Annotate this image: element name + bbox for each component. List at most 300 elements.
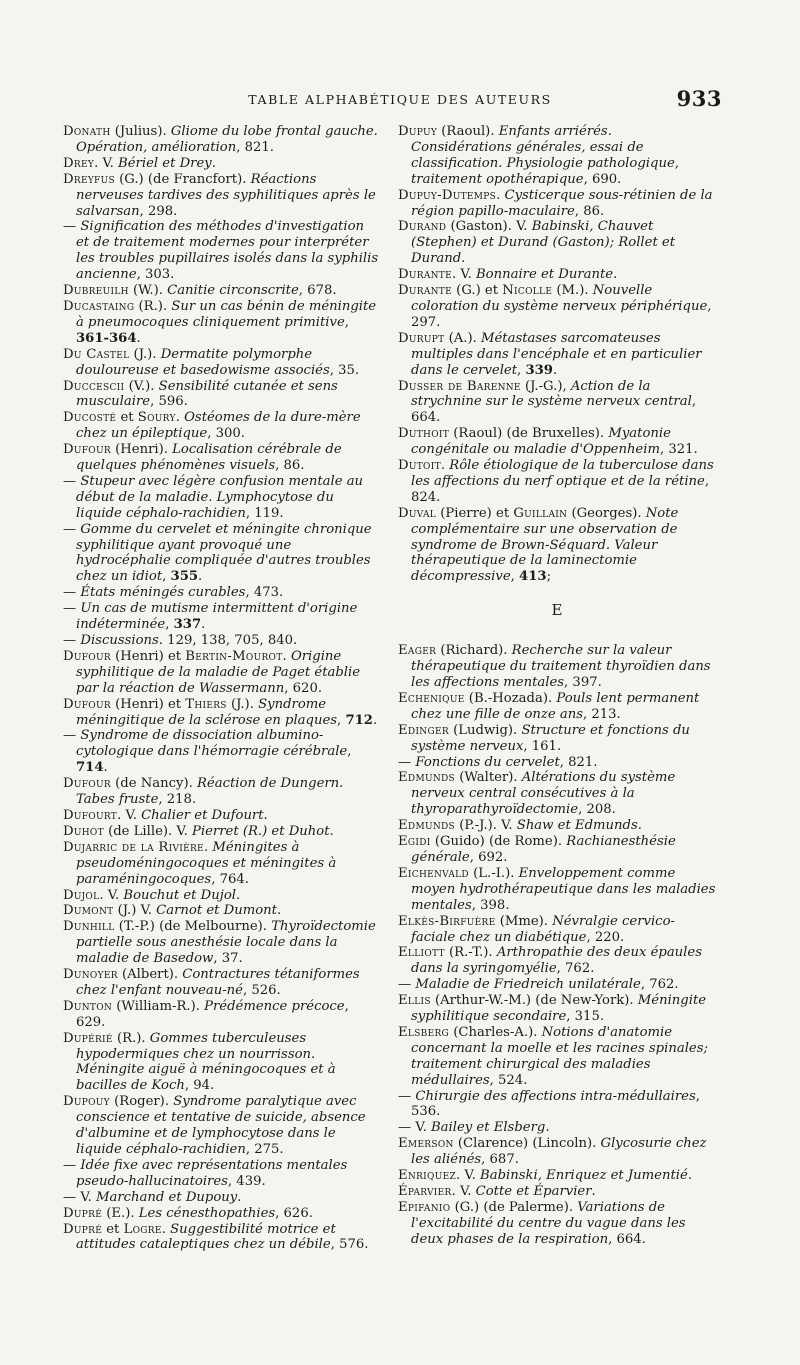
index-entry [63, 1190, 381, 1206]
author-name: Dupuy-Dutemps [398, 187, 497, 203]
index-entry [398, 1184, 716, 1200]
entry-text: (Georges). [567, 505, 646, 521]
entry-title: Contractures tétaniformes chez l'enfant nouveau-né [76, 967, 360, 998]
index-entry [63, 1094, 381, 1158]
author-name: Donath [63, 124, 111, 139]
entry-title: Canitie circonscrite [167, 283, 299, 299]
author-name: Edinger [398, 722, 449, 738]
index-entry [398, 945, 716, 977]
index-entry [63, 1031, 381, 1095]
entry-title: Cotte et Éparvier [475, 1184, 592, 1199]
entry-text: , 161. [523, 738, 562, 754]
entry-title: Syndrome de dissociation albumino-cytologique dans l'hémorragie cérébrale [76, 728, 348, 760]
author-name: Durand [398, 219, 447, 235]
index-entry [63, 840, 381, 888]
index-entry [63, 967, 381, 999]
author-name: Edmunds [398, 770, 455, 786]
author-name: Duthoit [398, 426, 450, 442]
entry-text: — [398, 977, 416, 993]
entry-text: (A.). [444, 330, 481, 346]
entry-title: Suggestibilité motrice et attitudes cataleptiques chez un débile [76, 1221, 336, 1253]
author-name: Logre [123, 1221, 162, 1237]
entry-title: Arthropathie des deux épaules dans la syringomyélie [411, 945, 702, 977]
entry-title: Un cas de mutisme intermittent d'origine indéterminée [76, 601, 358, 633]
entry-text: et [102, 1221, 124, 1237]
author-name: Ducastaing [63, 298, 135, 314]
entry-text: , 664. [411, 394, 697, 426]
entry-text: (J.). [226, 696, 259, 712]
entry-text: — [63, 521, 81, 537]
entry-text: (T.-P.) (de Melbourne). [114, 919, 272, 935]
entry-title: États méningés curables [80, 585, 246, 601]
entry-title: Variations de l'excitabilité du centre du vague dans les deux phases de la respiration [411, 1199, 686, 1247]
entry-title: Pouls lent permanent chez une fille de onze ans [411, 690, 700, 722]
entry-title: Syndrome méningitique de la sclérose en plaques [76, 696, 338, 728]
index-entry [63, 888, 381, 904]
entry-text: (Raoul). [437, 124, 499, 139]
entry-text: . [461, 251, 466, 267]
index-entry [398, 914, 716, 946]
entry-text: . [136, 330, 141, 346]
entry-text: , 208. [578, 802, 616, 818]
entry-title: Babinski, Enriquez et Jumentié [480, 1168, 688, 1184]
entry-text: . [282, 648, 291, 664]
entry-text: , 37. [213, 951, 243, 967]
index-entry [398, 977, 716, 993]
entry-text: (William-R.). [112, 998, 205, 1014]
entry-title: Thyroïdectomie partielle sous anesthésie locale dans la maladie de Basedow [76, 919, 376, 967]
index-entry [63, 299, 381, 347]
index-entry [63, 697, 381, 729]
index-entry [63, 824, 381, 840]
entry-text: . [591, 1184, 596, 1199]
index-entry [63, 1158, 381, 1190]
entry-text: (W.). [128, 283, 168, 299]
entry-text: (Gaston). V. [446, 219, 532, 235]
entry-title: Bériel et Drey [118, 155, 212, 171]
index-entry [63, 808, 381, 824]
author-name: Edmunds [398, 818, 455, 834]
entry-title: Bailey et Elsberg [430, 1120, 546, 1136]
entry-text: (Henri). [110, 442, 173, 458]
entry-text: . [263, 807, 268, 823]
page-number: 933 [676, 86, 722, 111]
index-entry [398, 379, 716, 427]
entry-title: Chirurgie des affections intra-médullaires [415, 1088, 696, 1104]
entry-title: Discussions [80, 633, 159, 648]
author-name: Ellis [398, 993, 431, 1009]
entry-title: Myatonie congénitale ou maladie d'Oppenheim [411, 426, 671, 458]
entry-title: Altérations du système nerveux central consécutives à la thyroparathyroïdectomie [411, 770, 676, 818]
entry-title: Nouvelle coloration du système nerveux périphérique [411, 283, 708, 314]
entry-text: . [552, 362, 558, 378]
entry-title: Carnot et Dumont [156, 903, 277, 919]
index-entry [63, 522, 381, 586]
entry-title: Bouchut et Dujol [123, 887, 236, 903]
entry-text: (R.). [112, 1030, 150, 1046]
entry-title: Notions d'anatomie concernant la moelle et les racines spinales; traitement chirurgical des maladies médullaires [411, 1024, 708, 1088]
page-ref: 337 [173, 617, 202, 633]
author-name: Nicolle [502, 283, 553, 299]
entry-text: . [613, 267, 618, 283]
entry-title: Localisation cérébrale de quelques phénomènes visuels [76, 442, 342, 474]
entry-text: , 275. [245, 1142, 284, 1157]
entry-text: , 629. [76, 998, 349, 1030]
entry-text: — [63, 728, 81, 744]
author-name: Elliott [398, 945, 445, 961]
entry-title: Action de la strychnine sur le système nerveux central [411, 378, 692, 410]
entry-title: Méningite syphilitique secondaire [411, 993, 707, 1025]
index-entry [63, 379, 381, 411]
entry-title: Gommes tuberculeuses hypodermiques chez un nourrisson. Méningite aiguë à méningocoques et à bacilles de Koch [76, 1030, 336, 1094]
index-entry [398, 124, 716, 188]
author-name: Dufour [63, 442, 111, 458]
entry-text: , 397. [564, 675, 602, 690]
author-name: Enriquez [398, 1168, 457, 1184]
entry-text: , 303. [136, 267, 175, 283]
entry-title: Méningites à pseudoméningocoques et méningites à paraméningocoques [76, 839, 337, 887]
entry-text: . [103, 760, 108, 776]
section-letter: E [551, 601, 563, 620]
page-ref: 712 [345, 712, 373, 728]
entry-text: , 35. [329, 362, 360, 378]
entry-title: Enveloppement comme moyen hydrothérapeutique dans les maladies mentales [411, 865, 716, 913]
entry-title: Babinski, Chauvet (Stephen) et Durand (Gaston); Rollet et Durand [411, 219, 676, 267]
entry-title: Dermatite polymorphe douloureuse et basedowisme associés [76, 346, 330, 378]
entry-title: Névralgie cervico-faciale chez un diabétique [411, 913, 675, 945]
entry-title: Chalier et Dufourt [141, 807, 264, 823]
index-entry [63, 156, 381, 172]
entry-text: — [398, 1088, 416, 1104]
entry-text: (B.-Hozada). [464, 690, 557, 706]
index-entry [63, 903, 381, 919]
entry-text: , 664. [608, 1231, 646, 1247]
entry-text: , 762. [556, 961, 595, 977]
entry-text: (de Lille). V. [103, 823, 193, 839]
entry-title: Fonctions du cervelet [415, 754, 560, 770]
author-name: Eichenvald [398, 865, 469, 881]
index-entry [63, 601, 381, 633]
entry-text: . [329, 823, 334, 839]
entry-text: . [637, 818, 642, 834]
index-entry [63, 1206, 381, 1222]
entry-text: , 298. [139, 203, 178, 219]
entry-text: , [344, 314, 349, 330]
entry-text: — [63, 585, 81, 601]
entry-title: Rachianesthésie générale [411, 834, 676, 865]
entry-title: Idée fixe avec représentations mentales pseudo-hallucinatoires [76, 1157, 348, 1189]
author-name: Emerson [398, 1136, 454, 1152]
entry-title: Les cénesthopathies [138, 1205, 276, 1221]
index-entry [398, 331, 716, 379]
entry-text: — [63, 473, 81, 489]
entry-title: Réaction de Dungern. Tabes fruste [76, 776, 344, 808]
entry-title: Syndrome paralytique avec conscience et tentative de suicide, absence d'albumine et de lymphocytose dans le liquide céphalo-rachidien [76, 1094, 366, 1157]
author-name: Duccescii [63, 378, 125, 394]
index-entry [398, 643, 716, 691]
entry-text: . [496, 187, 505, 203]
author-name: Dufour [63, 776, 111, 792]
entry-text: (de Nancy). [110, 776, 197, 792]
author-name: Dupérié [63, 1030, 113, 1046]
entry-text: (L.-I.). [468, 865, 519, 881]
index-entry [63, 649, 381, 697]
index-entry [398, 458, 716, 506]
page-ref: 339 [525, 362, 553, 378]
author-name: Thiers [185, 696, 227, 712]
author-name: Epifanio [398, 1199, 451, 1215]
author-name: Duhot [63, 823, 104, 839]
entry-title: Enfants arriérés. Considérations générales, essai de classification. Physiologie pathologique, traitement opothérapique [411, 124, 679, 187]
entry-text: , [510, 569, 520, 585]
author-name: Dubreuilh [63, 283, 129, 299]
author-name: Elsberg [398, 1024, 450, 1040]
entry-title: Bonnaire et Durante [475, 267, 614, 283]
entry-text: , 473. [245, 585, 284, 601]
index-entry [63, 124, 381, 156]
index-entry [398, 283, 716, 331]
index-entry [398, 723, 716, 755]
index-entry [398, 188, 716, 220]
author-name: Dupré [63, 1205, 103, 1221]
entry-text: , 119. [245, 505, 284, 521]
entry-text: , 86. [574, 203, 605, 219]
entry-text: (G.) (de Francfort). [114, 171, 251, 187]
author-name: Dufourt [63, 807, 118, 823]
index-entry [398, 1025, 716, 1089]
right-column [398, 124, 716, 1248]
page-header [0, 86, 800, 116]
entry-text: (R.). [134, 298, 172, 314]
index-entry [63, 347, 381, 379]
index-entry [398, 818, 716, 834]
entry-text: — [398, 754, 416, 770]
entry-text: , 690. [583, 171, 622, 187]
entry-text: (Albert). [117, 967, 183, 983]
author-name: Dunton [63, 998, 113, 1014]
entry-text: (Charles-A.). [449, 1024, 542, 1040]
author-name: Eager [398, 643, 437, 659]
entry-text: . [237, 1189, 242, 1205]
entry-title: Sur un cas bénin de méningite à pneumocoques cliniquement primitive [76, 298, 377, 330]
author-name: Dujol [63, 887, 100, 903]
index-entry [63, 919, 381, 967]
entry-text: . V. [451, 267, 476, 283]
entry-text: — [63, 633, 81, 648]
page-ref: 714 [76, 760, 104, 776]
entry-text: (J.-G.), [520, 378, 571, 394]
entry-text: (J.) V. [113, 903, 157, 919]
entry-text: (R.-T.). [444, 945, 497, 961]
entry-text: , [165, 617, 174, 633]
entry-text: , 439. [227, 1173, 266, 1189]
entry-text: , 576. [330, 1237, 369, 1253]
author-name: Du Castel [63, 346, 130, 362]
entry-text: , 536. [411, 1088, 700, 1120]
entry-title: Rôle étiologique de la tuberculose dans les affections du nerf optique et de la rétine [411, 458, 714, 489]
index-entry [398, 691, 716, 723]
entry-text: , 300. [207, 426, 245, 442]
entry-text: , 620. [284, 680, 323, 696]
index-entry [398, 1089, 716, 1121]
entry-text: . [175, 410, 185, 426]
entry-text: . [211, 155, 216, 171]
entry-text: . [440, 458, 450, 474]
index-entry [398, 506, 716, 586]
page-ref: 413 [519, 569, 547, 585]
entry-text: (G.) (de Palerme). [450, 1199, 578, 1215]
index-entry [398, 993, 716, 1025]
entry-text: , 821. [236, 139, 274, 155]
author-name: Durupt [398, 330, 445, 346]
entry-title: Glycosurie chez les aliénés [411, 1136, 707, 1168]
author-name: Duval [398, 505, 437, 521]
entry-text: , 297. [411, 298, 712, 330]
index-entry [398, 1200, 716, 1248]
entry-title: Gliome du lobe frontal gauche. Opération, amélioration [76, 124, 378, 155]
author-name: Soury [137, 410, 176, 426]
author-name: Dumont [63, 903, 114, 919]
author-name: Guillain [513, 505, 568, 521]
author-name: Egidi [398, 834, 431, 850]
index-entry [398, 1136, 716, 1168]
entry-text: , 692. [469, 849, 508, 865]
author-name: Éparvier [398, 1184, 452, 1199]
entry-text: — [63, 1157, 81, 1173]
index-entry [398, 755, 716, 771]
entry-text: , 218. [158, 792, 197, 808]
entry-title: Réactions nerveuses tardives des syphilitiques après le salvarsan [76, 171, 376, 219]
entry-text: . [203, 839, 213, 855]
entry-text: (M.). [552, 283, 593, 299]
entry-text: (Ludwig). [448, 722, 522, 738]
entry-text: — [63, 219, 81, 235]
entry-text: (Arthur-W.-M.) (de New-York). [430, 993, 638, 1009]
entry-title: Pierret (R.) et Duhot [192, 823, 330, 839]
index-entry [63, 283, 381, 299]
entry-title: Sensibilité cutanée et sens musculaire [76, 378, 338, 410]
index-entry [63, 999, 381, 1031]
author-name: Ducosté [63, 410, 117, 426]
author-name: Durante [398, 283, 452, 299]
index-entry [63, 728, 381, 776]
entry-title: Note complémentaire sur une observation de syndrome de Brown-Séquard. Valeur thérapeutique de la laminectomie décompressive [411, 505, 679, 585]
entry-text: , 596. [150, 394, 188, 410]
index-entry [398, 219, 716, 267]
entry-text: — [63, 601, 81, 617]
index-entry [63, 474, 381, 522]
entry-text: . [687, 1168, 693, 1184]
entry-text: (Pierre) et [436, 505, 514, 521]
entry-text: (G.) et [451, 283, 503, 299]
entry-text: , 220. [586, 929, 625, 945]
author-name: Dupouy [63, 1094, 110, 1110]
entry-text: (Julius). [110, 124, 171, 139]
entry-title: Signification des méthodes d'investigation et de traitement modernes pour interpréter les troubles pupillaires isolés dans la syphilis ancienne [76, 219, 379, 283]
entry-text: . [545, 1120, 550, 1136]
index-entry [398, 426, 716, 458]
entry-text: (Henri) et [110, 696, 186, 712]
entry-title: Prédémence précoce [204, 998, 345, 1014]
entry-text: et [116, 410, 138, 426]
entry-text: , [337, 712, 346, 728]
author-name: Drey [63, 155, 95, 171]
index-entry [63, 633, 381, 649]
entry-title: Structure et fonctions du système nerveux [411, 722, 690, 754]
entry-text: . [372, 712, 378, 728]
page-ref: 361-364 [76, 330, 137, 346]
entry-text: — V. [398, 1120, 431, 1136]
entry-text: , 526. [242, 982, 281, 998]
entry-text: , 626. [275, 1205, 313, 1221]
index-entry [63, 776, 381, 808]
entry-text: , 321. [659, 442, 698, 458]
entry-text: , 86. [275, 458, 305, 474]
index-entry [398, 267, 716, 283]
index-entry [63, 1222, 381, 1254]
left-column [63, 124, 381, 1253]
index-entry [398, 1168, 716, 1184]
entry-text: , [347, 744, 352, 760]
entry-text: (Richard). [436, 643, 512, 659]
author-name: Dupuy [398, 124, 438, 139]
entry-text: (J.). [129, 346, 161, 362]
entry-title: Ostéomes de la dure-mère chez un épileptique [76, 410, 361, 442]
entry-text: (Mme). [495, 913, 553, 929]
entry-text: , 315. [566, 1009, 605, 1025]
entry-text: (E.). [102, 1205, 139, 1221]
author-name: Elkès-Birfuère [398, 913, 496, 929]
entry-text: . V. [456, 1168, 481, 1184]
author-name: Dujarric de la Rivière [63, 839, 204, 855]
author-name: Dupré [63, 1221, 103, 1237]
entry-text: . V. [451, 1184, 476, 1199]
entry-text: , 821. [559, 754, 598, 770]
entry-text: , 94. [184, 1078, 215, 1094]
index-entry [63, 585, 381, 601]
entry-text: , [517, 362, 526, 378]
entry-text: , 524. [489, 1072, 528, 1088]
author-name: Durante [398, 267, 452, 283]
entry-text: , 678. [298, 283, 337, 299]
entry-title: Maladie de Friedreich unilatérale [415, 977, 641, 993]
entry-text: . V. [94, 155, 119, 171]
entry-text: (V.). [124, 378, 159, 394]
index-entry [398, 834, 716, 866]
index-entry [398, 770, 716, 818]
entry-text: (Raoul) (de Bruxelles). [449, 426, 609, 442]
entry-text: , 398. [471, 897, 510, 913]
entry-title: Stupeur avec légère confusion mentale au début de la maladie. Lymphocytose du liquide céphalo-rachidien [76, 473, 364, 521]
entry-text: (Walter). [455, 770, 522, 786]
index-entry [63, 219, 381, 283]
entry-text: . V. [99, 887, 124, 903]
page-ref: 355 [170, 569, 199, 585]
entry-title: Shaw et Edmunds [516, 818, 638, 834]
entry-title: Gomme du cervelet et méningite chronique syphilitique ayant provoqué une hydrocéphalie compliquée d'autres troubles chez un idiot [76, 521, 372, 585]
entry-text: , [162, 569, 171, 585]
entry-text: , 764. [211, 871, 249, 887]
index-entry [63, 172, 381, 220]
entry-title: Origine syphilitique de la maladie de Paget établie par la réaction de Wassermann [76, 648, 361, 696]
author-name: Dusser de Barenne [398, 378, 521, 394]
entry-text: , 824. [411, 473, 710, 505]
entry-title: Marchand et Dupouy [95, 1189, 238, 1205]
entry-text: . [198, 569, 203, 585]
index-entry [398, 866, 716, 914]
entry-text: (Clarence) (Lincoln). [453, 1136, 601, 1152]
author-name: Dunoyer [63, 967, 118, 983]
